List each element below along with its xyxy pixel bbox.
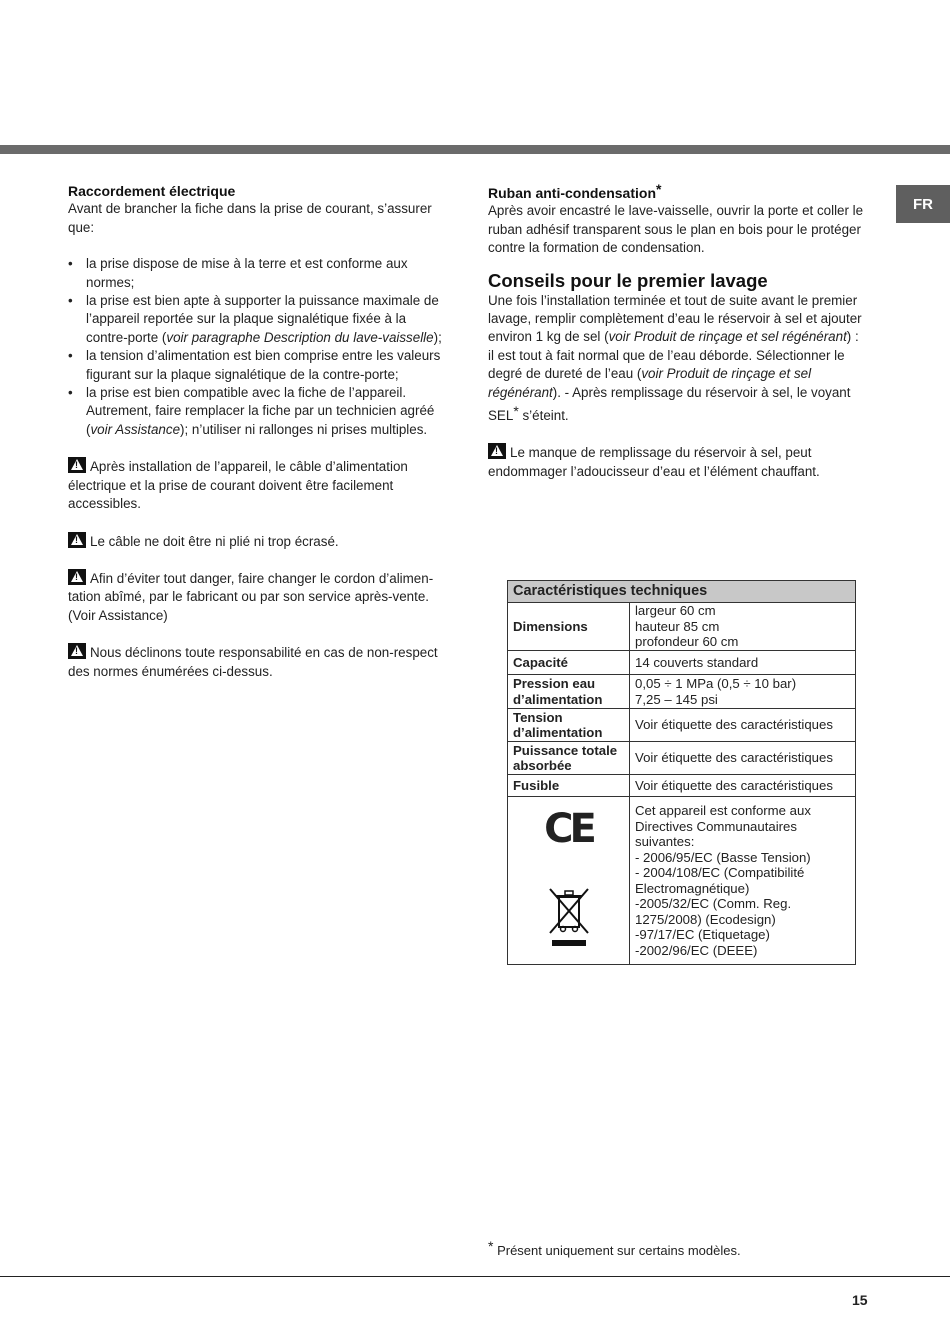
table-row: Fusible Voir étiquette des caractéristiques	[508, 775, 856, 797]
list-item: • la tension d’alimentation est bien comprise entre les valeurs figurant sur la plaque signalétique de la contre-porte;	[68, 347, 443, 384]
warning-paragraph: !Nous déclinons toute responsabilité en cas de non-respect des normes énumérées ci-dessus.	[68, 643, 443, 681]
weee-bin-icon	[547, 885, 591, 949]
warning-paragraph: !Le manque de remplissage du réservoir à sel, peut endommager l’adoucisseur d’eau et l’élément chauffant.	[488, 443, 868, 481]
language-tab: FR	[896, 185, 950, 223]
warning-icon	[68, 569, 86, 585]
warning-icon	[68, 457, 86, 473]
ce-mark-icon: CE	[544, 806, 593, 852]
table-row: Puissance totale absorbée Voir étiquette des caractéristiques	[508, 742, 856, 775]
header-bar	[0, 145, 950, 154]
list-item: • la prise est bien compatible avec la fiche de l’appareil. Autrement, faire remplacer la fiche par un technicien agréé (voir Assistance); n’utiliser ni rallonges ni prises multiples.	[68, 384, 443, 439]
footer-rule	[0, 1276, 950, 1277]
section-heading-raccordement: Raccordement électrique	[68, 183, 236, 199]
page-number: 15	[852, 1292, 868, 1308]
left-column	[68, 182, 443, 681]
table-row: Capacité 14 couverts standard	[508, 651, 856, 675]
warning-icon	[68, 532, 86, 548]
section-heading-conseils: Conseils pour le premier lavage	[488, 269, 768, 291]
ruban-text: Après avoir encastré le lave-vaisselle, ouvrir la porte et coller le ruban adhésif transparent sous le plan en bois pour le protéger contre la formation de condensation.	[488, 203, 864, 256]
right-column	[488, 180, 868, 481]
warning-icon	[68, 643, 86, 659]
footnote: * Présent uniquement sur certains modèles.	[488, 1238, 741, 1258]
warning-paragraph: !Le câble ne doit être ni plié ni trop écrasé.	[68, 532, 443, 551]
conseils-text: Une fois l’installation terminée et tout de suite avant le premier lavage, remplir complètement d’eau le réservoir à sel et ajouter environ 1 kg de sel (voir Produit de rinçage et sel régénérant) : il est tout à fait normal que de l’eau déborde. Sélectionner le degré de dureté de l’eau (voir Produit de rinçage et sel régénérant). - Après remplissage du réservoir à sel, le voyant SEL* s’éteint.	[488, 292, 862, 424]
table-title: Caractéristiques techniques	[508, 581, 856, 603]
table-row: Tension d’alimentation Voir étiquette des caractéristiques	[508, 709, 856, 742]
intro-text: Avant de brancher la fiche dans la prise de courant, s’assurer que:	[68, 201, 432, 235]
list-item: • la prise dispose de mise à la terre et est conforme aux normes;	[68, 255, 443, 292]
list-item: • la prise est bien apte à supporter la puissance maximale de l’appareil reportée sur la plaque signalétique fixée à la contre-porte (voir paragraphe Description du lave-vaisselle);	[68, 292, 443, 347]
warning-paragraph: !Afin d’éviter tout danger, faire changer le cordon d’alimen-tation abîmé, par le fabricant ou par son service après-vente. (Voir Assistance)	[68, 569, 443, 625]
warning-paragraph: !Après installation de l’appareil, le câble d’alimentation électrique et la prise de courant doivent être facilement accessibles.	[68, 457, 443, 513]
table-row: Pression eau d’alimentation 0,05 ÷ 1 MPa (0,5 ÷ 10 bar) 7,25 – 145 psi	[508, 675, 856, 709]
asterisk: *	[656, 181, 662, 197]
requirements-list	[68, 255, 443, 439]
table-row: CE Cet appareil est conforme aux Directives Communautaires suivantes: - 2006/95/EC (Basse Tension) - 2004/108/EC (Compatibilité Electromagnétique) -2005/32/EC (Comm. Reg. 1275/2008) (Ecodesign) -97/17/EC (Etiquetage) -2002/96/EC (DEEE)	[508, 797, 856, 965]
section-heading-ruban: Ruban anti-condensation*	[488, 181, 662, 201]
warning-icon	[488, 443, 506, 459]
asterisk: *	[513, 403, 519, 420]
spec-table	[507, 580, 856, 965]
table-row: Dimensions largeur 60 cm hauteur 85 cm profondeur 60 cm	[508, 603, 856, 651]
